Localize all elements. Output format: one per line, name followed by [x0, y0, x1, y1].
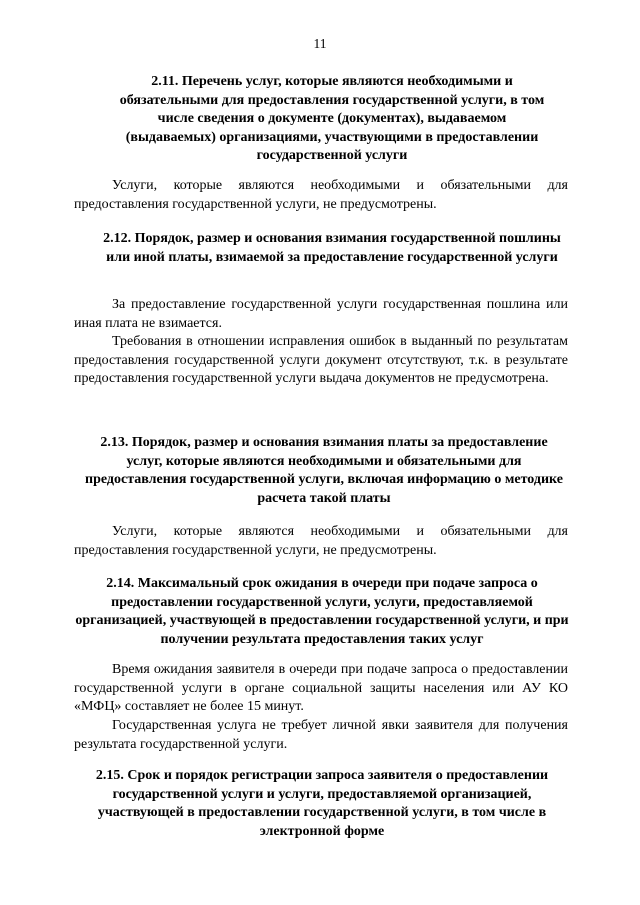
section-2-15-heading: 2.15. Срок и порядок регистрации запроса заявителя о предоставлении государственной услуги и услуги, предоставляемой организацией, участвующей в предоставлении государственной услуги, в том числе в электронной форме [95, 768, 549, 839]
section-2-14-paragraph-1: Время ожидания заявителя в очереди при подаче запроса о предоставлении государственной услуги в органе социальной защиты населения или АУ КО «МФЦ» составляет не более 15 минут. [74, 662, 568, 715]
section-2-12-paragraph-1: За предоставление государственной услуги государственная пошлина или иная плата не взимается. [74, 297, 568, 331]
section-2-12-paragraph-2: Требования в отношении исправления ошибок в выданный по результатам предоставления государственной услуги документ отсутствуют, т.к. в результате предоставления государственной услуги выдача документов не предусмотрена. [74, 334, 568, 387]
section-2-14-paragraph-2: Государственная услуга не требует личной явки заявителя для получения результата государственной услуги. [74, 718, 568, 752]
section-2-13-heading: 2.13. Порядок, размер и основания взимания платы за предоставление услуг, которые являются необходимыми и обязательными для предоставления государственной услуги, включая информацию о методике расчета такой платы [85, 435, 563, 506]
section-2-11-paragraph-1: Услуги, которые являются необходимыми и обязательными для предоставления государственной услуги, не предусмотрены. [74, 178, 568, 212]
section-2-13-paragraph-1: Услуги, которые являются необходимыми и обязательными для предоставления государственной услуги, не предусмотрены. [74, 524, 568, 558]
section-2-11-heading: 2.11. Перечень услуг, которые являются необходимыми и обязательными для предоставления государственной услуги, в том числе сведения о документе (документах), выдаваемом (выдаваемых) организациями, участвующими в предоставлении государственной услуги [119, 74, 545, 164]
section-2-12-heading: 2.12. Порядок, размер и основания взимания государственной пошлины или иной платы, взимаемой за предоставление государственной услуги [103, 231, 561, 265]
page-number: 11 [313, 36, 327, 51]
section-2-14-heading: 2.14. Максимальный срок ожидания в очереди при подаче запроса о предоставлении государственной услуги, услуги, предоставляемой организацией, участвующей в предоставлении государственной услуги, и при получении результата предоставления таких услуг [75, 576, 569, 647]
